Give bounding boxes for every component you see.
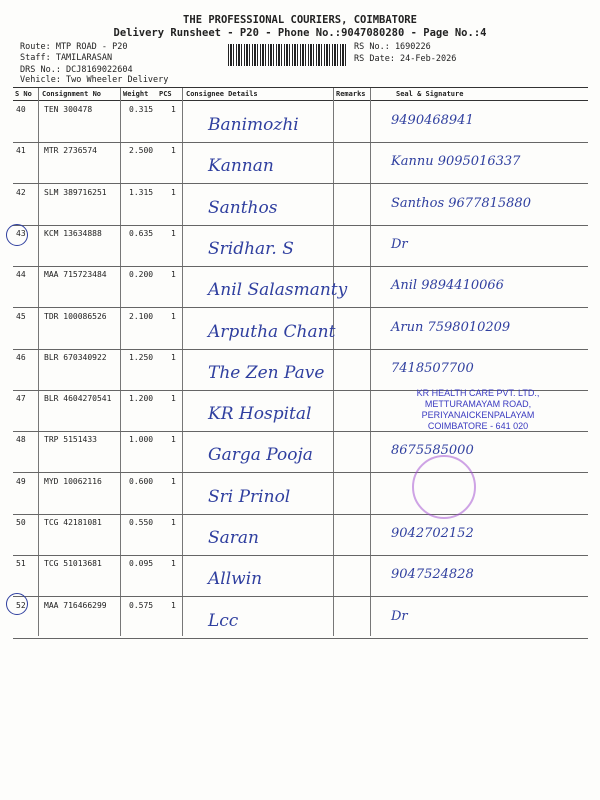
signature-handwriting: 8675585000	[391, 443, 474, 459]
weight-value: 1.000	[129, 435, 154, 445]
consignee-handwriting: Santhos	[208, 197, 278, 218]
table-row	[13, 184, 588, 226]
weight-value: 0.600	[129, 476, 154, 486]
consignee-handwriting: Allwin	[208, 569, 263, 590]
consignment-number: TRP 5151433	[44, 435, 97, 445]
pcs-count: 1	[171, 270, 176, 280]
table-row	[13, 597, 588, 639]
consignee-handwriting: KR Hospital	[208, 404, 312, 425]
table-row	[13, 473, 588, 515]
pcs-count: 1	[171, 559, 176, 569]
pcs-count: 1	[171, 105, 176, 114]
consignee-handwriting: Saran	[208, 528, 259, 548]
consignee-handwriting: Sridhar. S	[208, 238, 294, 259]
consignment-number: TCG 42181081	[44, 518, 102, 527]
signature-handwriting: Kannu 9095016337	[391, 154, 521, 170]
serial-number: 43	[16, 228, 26, 238]
runsheet-subtitle: Delivery Runsheet - P20 - Phone No.:9047080280 - Page No.:4	[113, 27, 487, 39]
stamp-line: PERIYANAICKENPALAYAM	[421, 410, 535, 420]
stamp-line: COIMBATORE - 641 020	[427, 421, 529, 431]
stamp-line: METTURAMAYAM ROAD,	[424, 399, 532, 409]
signature-handwriting: Anil 9894410066	[391, 278, 504, 294]
serial-number: 45	[16, 311, 26, 321]
barcode	[228, 44, 348, 66]
table-row	[13, 514, 588, 556]
pcs-count: 1	[171, 146, 176, 156]
pcs-count: 1	[171, 518, 176, 527]
weight-value: 0.635	[129, 228, 154, 238]
weight-value: 2.100	[129, 311, 154, 321]
pcs-count: 1	[171, 435, 176, 445]
consignment-number: SLM 389716251	[44, 187, 107, 197]
serial-number: 52	[16, 600, 26, 610]
pcs-count: 1	[171, 476, 176, 486]
table-row	[13, 266, 588, 308]
consignment-number: TCG 51013681	[44, 559, 102, 569]
col-sno: S No	[15, 90, 32, 98]
serial-number: 47	[16, 394, 26, 404]
consignment-number: MYD 10062116	[44, 476, 102, 486]
signature-handwriting: 9490468941	[391, 113, 474, 128]
signature-handwriting: 7418507700	[391, 360, 474, 376]
circle-mark	[6, 593, 28, 615]
weight-value: 0.575	[129, 600, 154, 610]
consignment-number: TEN 300478	[44, 105, 93, 114]
consignment-number: KCM 13634888	[44, 228, 102, 238]
signature-handwriting: Santhos 9677815880	[391, 195, 531, 211]
serial-number: 50	[16, 518, 26, 527]
serial-number: 41	[16, 146, 26, 156]
consignee-handwriting: Arputha Chant	[208, 321, 336, 342]
consignment-number: MAA 715723484	[44, 270, 107, 280]
weight-value: 1.250	[129, 352, 154, 362]
weight-value: 2.500	[129, 146, 154, 156]
weight-value: 0.095	[129, 559, 154, 569]
consignment-number: TDR 100086526	[44, 311, 107, 321]
weight-value: 0.315	[129, 105, 154, 114]
col-consignment: Consignment No	[42, 90, 102, 98]
serial-number: 44	[16, 270, 26, 280]
table-top-border	[13, 87, 588, 88]
serial-number: 51	[16, 559, 26, 569]
consignee-handwriting: Lcc	[208, 610, 239, 631]
consignee-handwriting: Garga Pooja	[208, 445, 313, 466]
consignee-handwriting: Banimozhi	[208, 115, 299, 135]
consignment-number: MTR 2736574	[44, 146, 97, 156]
signature-handwriting: Dr	[391, 608, 408, 624]
serial-number: 49	[16, 476, 26, 486]
weight-value: 1.200	[129, 394, 154, 404]
consignee-handwriting: Sri Prinol	[208, 486, 291, 507]
table-row	[13, 101, 588, 143]
table-row	[13, 142, 588, 184]
consignee-handwriting: Anil Salasmanty	[208, 280, 348, 301]
col-signature: Seal & Signature	[396, 90, 464, 98]
round-seal	[412, 455, 476, 519]
col-pcs: PCS	[159, 90, 172, 98]
col-consignee: Consignee Details	[186, 90, 258, 98]
table-row	[13, 349, 588, 391]
drs-label: DRS No.: DCJ8169022604	[20, 65, 133, 75]
company-title: THE PROFESSIONAL COURIERS, COIMBATORE	[183, 14, 417, 26]
pcs-count: 1	[171, 352, 176, 362]
col-weight: Weight	[123, 90, 149, 98]
consignee-handwriting: Kannan	[208, 156, 274, 177]
serial-number: 46	[16, 352, 26, 362]
staff-label: Staff: TAMILARASAN	[20, 53, 113, 63]
consignee-handwriting: The Zen Pave	[208, 362, 325, 383]
table-row	[13, 225, 588, 267]
vehicle-label: Vehicle: Two Wheeler Delivery	[20, 75, 169, 85]
pcs-count: 1	[171, 187, 176, 197]
pcs-count: 1	[171, 311, 176, 321]
stamp-line: KR HEALTH CARE PVT. LTD.,	[416, 388, 540, 398]
col-remarks: Remarks	[336, 90, 366, 98]
pcs-count: 1	[171, 600, 176, 610]
signature-handwriting: 9042702152	[391, 526, 474, 541]
consignment-number: BLR 670340922	[44, 352, 107, 362]
pcs-count: 1	[171, 394, 176, 404]
rs-number: RS No.: 1690226	[354, 42, 431, 52]
circle-mark	[6, 224, 28, 246]
serial-number: 40	[16, 105, 26, 114]
signature-handwriting: Dr	[391, 236, 408, 252]
signature-handwriting: 9047524828	[391, 567, 474, 583]
signature-handwriting: Arun 7598010209	[391, 319, 511, 335]
consignment-number: BLR 4604270541	[44, 394, 112, 404]
table-row	[13, 308, 588, 350]
route-label: Route: MTP ROAD - P20	[20, 42, 128, 52]
pcs-count: 1	[171, 228, 176, 238]
rs-date: RS Date: 24-Feb-2026	[354, 54, 457, 64]
serial-number: 48	[16, 435, 26, 445]
company-stamp	[378, 388, 578, 470]
weight-value: 0.550	[129, 518, 154, 527]
consignment-number: MAA 716466299	[44, 600, 107, 610]
serial-number: 42	[16, 187, 26, 197]
weight-value: 1.315	[129, 187, 154, 197]
table-row	[13, 555, 588, 597]
weight-value: 0.200	[129, 270, 154, 280]
